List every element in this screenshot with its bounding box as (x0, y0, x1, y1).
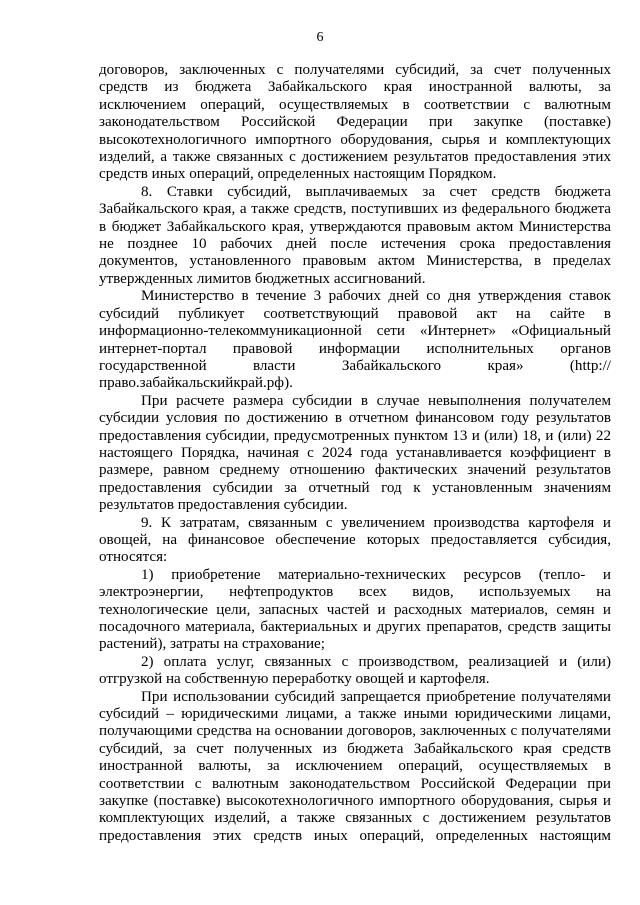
paragraph-item-9: 9. К затратам, связанным с увеличением производства картофеля и овощей, на финансовое обеспечение которых предоставляется субсидия, относятся: (99, 514, 611, 566)
page-number: 6 (316, 30, 324, 45)
paragraph-prohibition: При использовании субсидий запрещается приобретение получателями субсидий – юридическими лицами, а также иными юридическими лицами, получающими средства на основании договоров, заключенных с получателями субсидий, за счет полученных из бюджета Забайкальского края средств иностранной валюты, за исключением операций, осуществляемых в соответствии с валютным законодательством Российской Федерации при закупке (поставке) высокотехнологичного импортного оборудования, сырья и комплектующих изделий, а также связанных с достижением результатов предоставления этих средств иных операций, определенных настоящим (99, 688, 611, 844)
paragraph-item-9-1: 1) приобретение материально-технических ресурсов (тепло- и электроэнергии, нефтепродуктов всех видов, используемых на технологические цели, запасных частей и расходных материалов, семян и посадочного материала, бактериальных и других препаратов, средств защиты растений), затраты на страхование; (99, 566, 611, 653)
paragraph-item-8: 8. Ставки субсидий, выплачиваемых за счет средств бюджета Забайкальского края, а также средств, поступивших из федерального бюджета в бюджет Забайкальского края, утверждаются правовым актом Министерства не позднее 10 рабочих дней после истечения срока предоставления документов, установленного правовым актом Министерства, в пределах утвержденных лимитов бюджетных ассигнований. (99, 183, 611, 287)
paragraph-item-9-2: 2) оплата услуг, связанных с производством, реализацией и (или) отгрузкой на собственную переработку овощей и картофеля. (99, 653, 611, 688)
document-body (99, 62, 611, 845)
paragraph-continuation: договоров, заключенных с получателями субсидий, за счет полученных средств из бюджета Забайкальского края иностранной валюты, за исключением операций, осуществляемых в соответствии с валютным законодательством Российской Федерации при закупке (поставке) высокотехнологичного импортного оборудования, сырья и комплектующих изделий, а также связанных с достижением результатов предоставления этих средств иных операций, определенных настоящим Порядком. (99, 62, 611, 183)
paragraph-coefficient: При расчете размера субсидии в случае невыполнения получателем субсидии условия по достижению в отчетном финансовом году результатов предоставления субсидии, предусмотренных пунктом 13 и (или) 18, и (или) 22 настоящего Порядка, начиная с 2024 года устанавливается коэффициент в размере, равном среднему отношению фактических значений результатов предоставления субсидии за отчетный год к установленным значениям результатов предоставления субсидии. (99, 392, 611, 514)
paragraph-publication: Министерство в течение 3 рабочих дней со дня утверждения ставок субсидий публикует соответствующий правовой акт на сайте в информационно-телекоммуникационной сети «Интернет» «Официальный интернет-портал правовой информации исполнительных органов государственной власти Забайкальского края» (http://право.забайкальскийкрай.рф). (99, 288, 611, 392)
